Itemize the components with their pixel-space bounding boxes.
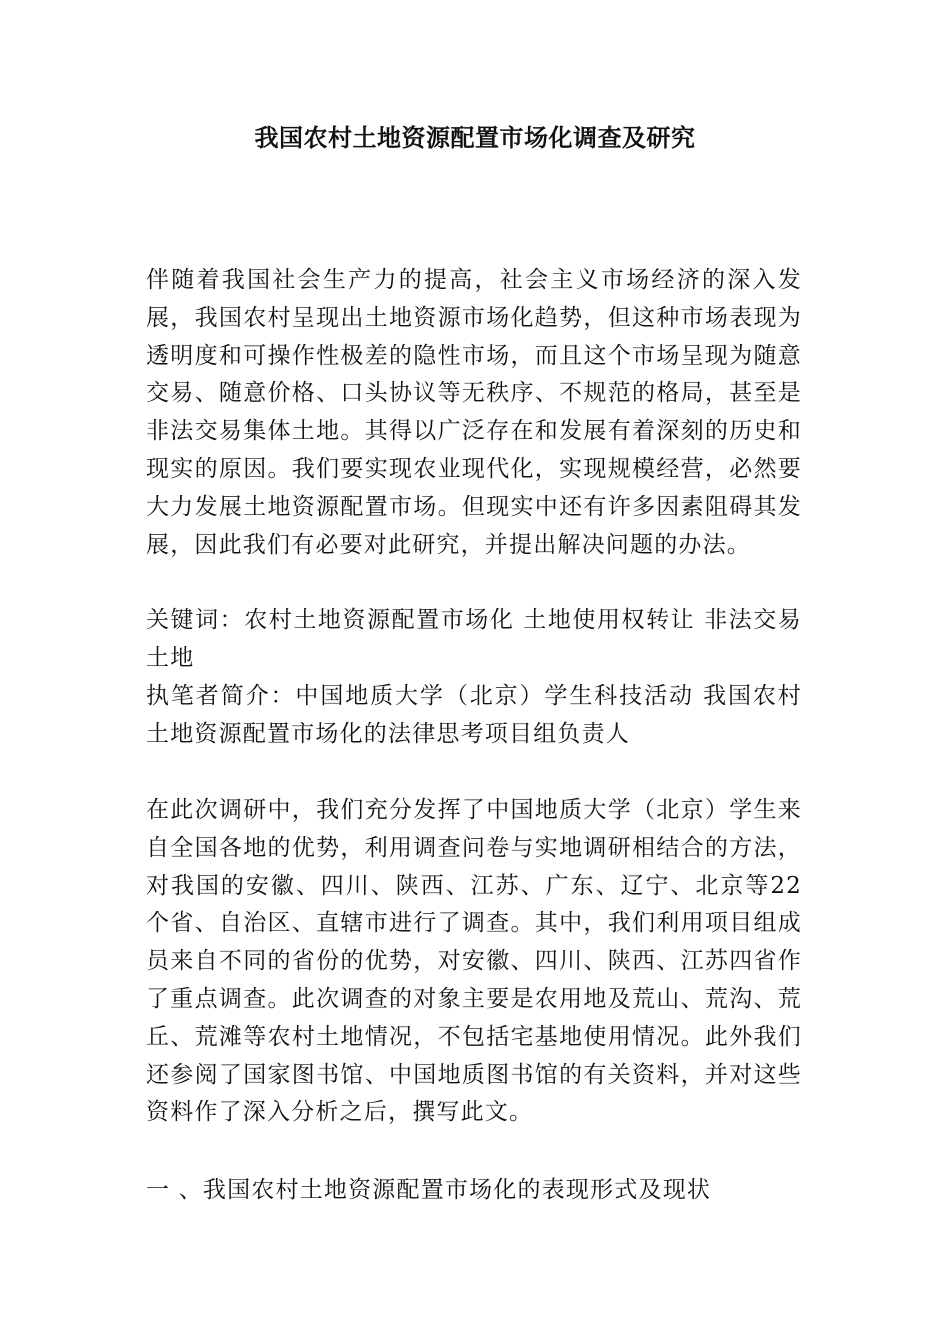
author-bio-line — [146, 678, 802, 754]
section-1-heading: 一 、我国农村土地资源配置市场化的表现形式及现状 — [146, 1177, 712, 1203]
keywords-label: 关键词： — [146, 607, 245, 633]
keyword-item: 农村土地资源配置市场化 — [244, 607, 515, 633]
document-title: 我国农村土地资源配置市场化调查及研究 — [254, 123, 696, 152]
keywords-line — [146, 602, 802, 678]
keyword-item: 非法交易土地 — [146, 607, 802, 671]
intro-paragraph: 在此次调研中，我们充分发挥了中国地质大学（北京）学生来自全国各地的优势，利用调查问卷与实地调研相结合的方法，对我国的安徽、四川、陕西、江苏、广东、辽宁、北京等22个省、自治区、直辖市进行了调查。其中，我们利用项目组成员来自不同的省份的优势，对安徽、四川、陕西、江苏四省作了重点调查。此次调查的对象主要是农用地及荒山、荒沟、荒丘、荒滩等农村土地情况，不包括宅基地使用情况。此外我们还参阅了国家图书馆、中国地质图书馆的有关资料，并对这些资料作了深入分析之后，撰写此文。 — [146, 797, 802, 1126]
author-bio-label: 执笔者简介： — [146, 683, 296, 709]
abstract-paragraph: 伴随着我国社会生产力的提高，社会主义市场经济的深入发展，我国农村呈现出土地资源市场化趋势，但这种市场表现为透明度和可操作性极差的隐性市场，而且这个市场呈现为随意交易、随意价格、口头协议等无秩序、不规范的格局，甚至是非法交易集体土地。其得以广泛存在和发展有着深刻的历史和现实的原因。我们要实现农业现代化，实现规模经营，必然要大力发展土地资源配置市场。但现实中还有许多因素阻碍其发展，因此我们有必要对此研究，并提出解决问题的办法。 — [146, 267, 802, 558]
keyword-item: 土地使用权转让 — [523, 607, 696, 633]
author-bio-text: 中国地质大学（北京）学生科技活动 我国农村土地资源配置市场化的法律思考项目组负责人 — [146, 683, 802, 747]
